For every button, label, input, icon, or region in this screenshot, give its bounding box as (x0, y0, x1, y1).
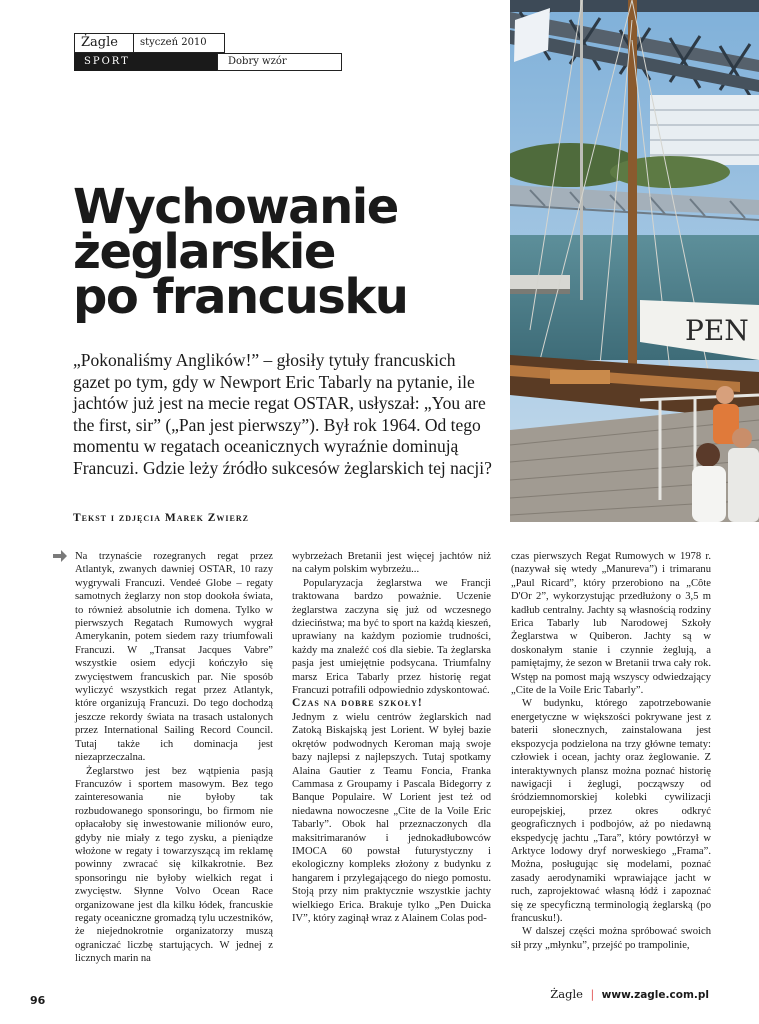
paragraph: wybrzeżach Bretanii jest więcej jachtów niż na całym polskim wybrzeżu... (292, 551, 491, 576)
title-line: po francusku (73, 269, 408, 325)
issue-date: styczeń 2010 (133, 33, 225, 53)
sail-lettering: PEN (685, 314, 749, 347)
article-title (73, 179, 503, 325)
page-footer (550, 987, 709, 1001)
subheading: Czas na dobre szkoły! (292, 697, 423, 710)
title-line: żeglarskie (73, 224, 335, 280)
byline-label: Tekst i zdjęcia (73, 512, 161, 524)
title-line: Wychowanie (73, 179, 398, 235)
body-column-2 (292, 550, 491, 925)
footer-url: www.zagle.com.pl (601, 989, 709, 1001)
paragraph: Żeglarstwo jest bez wątpienia pasją Francuzów i sportem masowym. Bez tego zainteresowania nie byłoby tak rozbudowanego sponsoringu, bo firmom nie opłacałoby się inwestowanie milionów euro, gdyby nie miały z tego zysku, a pieniądze włożone w regaty i towarzyszącą im reklamę powinny zwracać się kilkakrotnie. Bez sponsoringu nie byłoby wielkich regat i zwycięstw. Słynne Volvo Ocean Race organizowane jest dla kilku łódek, francuskie regaty oceaniczne gromadzą tylu uczestników, że niejednokrotnie organizatorzy muszą ograniczać liczbę startujących. W jednej z licznych marin na (75, 765, 273, 965)
paragraph: W dalszej części można spróbować swoich sił przy „młynku”, przejść po trampolinie, (511, 926, 711, 951)
body-column-3 (511, 550, 711, 952)
arrow-right-icon (52, 549, 68, 563)
paragraph: Popularyzacja żeglarstwa we Francji traktowana bardzo poważnie. Uczenie żeglarstwa zaczyna się już od wczesnego dzieciństwa; ma być to sport na każdą kieszeń, uprawiany na każdym poziomie trudności, każdy ma znaleźć coś dla siebie. Ta żeglarska pasja jest umiejętnie podsycana. Triumfalny marsz Erica Tabarly przez historię regat Francuzi potrafili odpowiednio zdyskontować. (292, 577, 491, 697)
article-photo (510, 0, 759, 522)
paragraph: czas pierwszych Regat Rumowych w 1978 r. (nazywał się wtedy „Manureva”) i trimaranu „Paul Ricard”, który przerobiono na „Côte D'Or 2”, wykorzystując przedłużony o 3,5 m kadłub centralny. Jachty są własnością rodziny Erica Tabarly lub Narodowej Szkoły Żeglarstwa w Quiberon. Jachty są w doskonałym stanie i czynnie żeglują, a pamiętajmy, że sezon w Bretanii trwa cały rok. Wstęp na pomost mają wszyscy odwiedzający „Cite de la Voile Eric Tabarly”. (511, 551, 711, 697)
page-number: 96 (30, 994, 46, 1007)
section-label: SPORT (74, 53, 217, 71)
paragraph: W budynku, którego zapotrzebowanie energetyczne w większości pokrywane jest z baterii słonecznych, zainstalowana jest ekspozycja podzielona na trzy główne tematy: człowiek i ocean, jachty oraz żeglowanie. Z interaktywnych plansz można poznać historię nawigacji i żeglugi, począwszy od śródziemnomorskiej kolebki cywilizacji europejskiej, przez okres odkryć geograficznych i podbojów, aż po niedawną ekspedycję jachtu „Tara”, który powtórzył w Arktyce lodowy dryf norweskiego „Frama”. Można, posługując się modelami, poznać zasady aerodynamiki wprawiające jacht w ruch, zaprojektować własną łódź i zapoznać się ze specyficzną terminologią żeglarską (po francusku!). (511, 698, 711, 924)
issue-header (74, 33, 342, 71)
footer-separator: | (590, 988, 595, 1001)
marina-photo-illustration (510, 0, 759, 522)
paragraph: Na trzynaście rozegranych regat przez Atlantyk, zwanych dawniej OSTAR, 10 razy wygrywali Francuzi. Vendeé Globe – regaty samotnych żeglarzy non stop dookoła świata, to również absolutnie ich domena. Tylko w pierwszych Regatach Rumowych wygrał Amerykanin, potem siedem razy triumfowali Francuzi. W „Transat Jacques Vabre” wszystkie osiem edycji kończyło się zwycięstwem francuskich par. Nie sposób wyliczyć wszystkich regat przez Atlantyk, które organizują Francuzi. Do tego dochodzą jeszcze rekordy świata na trasach ustalonych przez International Sailing Record Council. Tutaj także ich dominacja jest niezaprzeczalna. (75, 551, 273, 764)
paragraph: Jednym z wielu centrów żeglarskich nad Zatoką Biskajską jest Lorient. W byłej bazie okrętów podwodnych Keroman mają swoje bazy najlepsi z najlepszych. Tutaj spotkamy Alaina Gautier z Teamu Foncia, Franka Cammasa z Groupamy i Pascala Bidegorry z Banque Populaire. W Lorient jest też od niedawna nowoczesne „Cite de la Voile Eric Tabarly”. Obok hal przeznaczonych dla maksitrimaranów i jednokadłubowców IMOCA 60 powstał futurystyczny i ekologiczny kompleks złożony z budynku z hangarem i przylegającego do niego pomostu. Stoją przy nim praktycznie wszystkie jachty wielkiego Erica. Brakuje tylko „Pen Duicka IV”, który zaginął wraz z Alainem Colas pod- (292, 711, 491, 924)
rubric-label: Dobry wzór (217, 53, 342, 71)
footer-magazine: Żagle (550, 987, 583, 1001)
byline (73, 512, 249, 524)
magazine-name: Żagle (74, 33, 133, 53)
body-column-1 (75, 550, 273, 966)
byline-author: Marek Zwierz (164, 512, 249, 524)
article-lead: „Pokonaliśmy Anglików!” – głosiły tytuły francuskich gazet po tym, gdy w Newport Eric Tabarly na pytanie, ile jachtów już jest na mecie regat OSTAR, usłyszał: „You are the first, sir” („Pan jest pierwszy”). Był rok 1964. Od tego momentu w regatach oceanicznych wyraźnie dominują Francuzi. Gdzie leży źródło sukcesów żeglarskich tej nacji? (73, 350, 492, 478)
